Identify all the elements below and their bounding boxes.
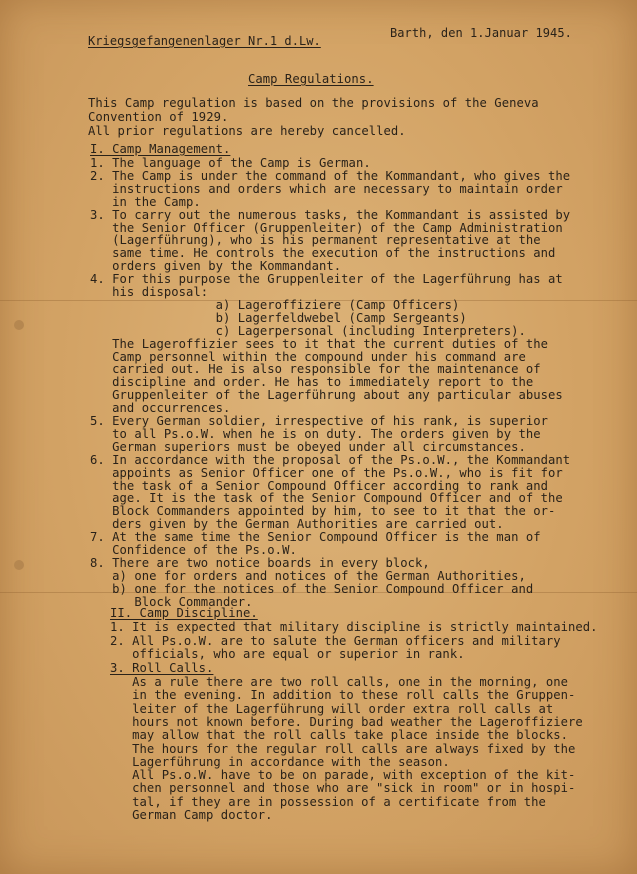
section-text-line: The Lageroffizier sees to it that the current duties of the: [90, 336, 549, 351]
section-text-line: ders given by the German Authorities are carried out.: [90, 517, 504, 532]
section-text-line: 3. To carry out the numerous tasks, the Kommandant is assisted by: [90, 207, 571, 222]
roll-calls-line: The hours for the regular roll calls are always fixed by the: [110, 741, 576, 756]
section-text-line: 2. The Camp is under the command of the Kommandant, who gives the: [90, 168, 571, 183]
section-text-line: Gruppenleiter of the Lagerführung about any particular abuses: [90, 388, 563, 403]
section-text-line: Block Commanders appointed by him, to see to it that the or-: [90, 504, 556, 519]
section-text-line: Confidence of the Ps.o.W.: [90, 543, 297, 557]
section-text-line: officials, who are equal or superior in rank.: [110, 647, 465, 661]
document-title: Camp Regulations.: [248, 72, 374, 86]
intro-line: This Camp regulation is based on the provisions of the Geneva: [88, 96, 539, 110]
section-text-line: to all Ps.o.W. when he is on duty. The orders given by the: [90, 426, 541, 441]
section-text-line: discipline and order. He has to immediately report to the: [90, 375, 534, 390]
roll-calls-line: All Ps.o.W. have to be on parade, with exception of the kit-: [110, 768, 576, 783]
section-text-line: appoints as Senior Officer one of the Ps.o.W., who is fit for: [90, 465, 563, 480]
camp-header: Kriegsgefangenenlager Nr.1 d.Lw.: [88, 34, 321, 48]
roll-calls-line: Lagerführung in accordance with the season.: [110, 754, 450, 769]
section-text-line: carried out. He is also responsible for the maintenance of: [90, 362, 541, 377]
roll-calls-line: As a rule there are two roll calls, one in the morning, one: [110, 675, 569, 689]
date-line: Barth, den 1.Januar 1945.: [390, 26, 572, 40]
section-text-line: same time. He controls the execution of the instructions and: [90, 246, 556, 261]
roll-calls-line: leiter of the Lagerführung will order extra roll calls at: [110, 701, 554, 716]
section-text-line: orders given by the Kommandant.: [90, 259, 342, 274]
roll-calls-line: hours not known before. During bad weather the Lageroffiziere: [110, 714, 583, 729]
section-text-line: Block Commander.: [90, 594, 253, 609]
section-text-line: 1. The language of the Camp is German.: [90, 156, 371, 170]
section-text-line: Camp personnel within the compound under his command are: [90, 349, 526, 364]
section-text-line: b) Lagerfeldwebel (Camp Sergeants): [90, 310, 467, 325]
section-text-line: age. It is the task of the Senior Compound Officer and of the: [90, 491, 563, 506]
section-text-line: (Lagerführung), who is his permanent representative at the: [90, 233, 541, 248]
section-text-line: 2. All Ps.o.W. are to salute the German officers and military: [110, 633, 561, 648]
section-text-line: the Senior Officer (Gruppenleiter) of the Camp Administration: [90, 220, 563, 235]
punch-hole: [14, 560, 24, 570]
section-text-line: German superiors must be obeyed under all circumstances.: [90, 439, 526, 454]
roll-calls-line: chen personnel and those who are "sick in room" or in hospi-: [110, 781, 576, 796]
roll-calls-line: in the evening. In addition to these roll calls the Gruppen-: [110, 688, 576, 703]
section-text-line: 7. At the same time the Senior Compound Officer is the man of: [90, 530, 541, 545]
roll-calls-line: may allow that the roll calls take place inside the blocks.: [110, 728, 569, 743]
section-text-line: 1. It is expected that military discipline is strictly maintained.: [110, 620, 598, 634]
section-text-line: a) one for orders and notices of the German Authorities,: [90, 568, 526, 583]
intro-line: Convention of 1929.: [88, 110, 229, 125]
section-text-line: 6. In accordance with the proposal of the Ps.o.W., the Kommandant: [90, 452, 571, 467]
section-text-line: b) one for the notices of the Senior Compound Officer and: [90, 581, 534, 596]
section-text-line: instructions and orders which are necessary to maintain order: [90, 181, 563, 196]
section-text-line: 8. There are two notice boards in every block,: [90, 555, 430, 570]
section-text-line: 5. Every German soldier, irrespective of his rank, is superior: [90, 414, 549, 428]
section-text-line: a) Lageroffiziere (Camp Officers): [90, 297, 460, 312]
roll-calls-line: German Camp doctor.: [110, 808, 273, 822]
section-text-line: in the Camp.: [90, 194, 201, 209]
section-text-line: his disposal:: [90, 285, 209, 299]
section-text-line: the task of a Senior Compound Officer according to rank and: [90, 478, 549, 493]
section-heading-camp-management: I. Camp Management.: [90, 142, 231, 156]
roll-calls-heading: 3. Roll Calls.: [110, 661, 214, 675]
section-heading-camp-discipline: II. Camp Discipline.: [110, 606, 258, 620]
section-text-line: c) Lagerpersonal (including Interpreters).: [90, 323, 526, 338]
intro-line: All prior regulations are hereby cancelled.: [88, 124, 406, 139]
punch-hole: [14, 320, 24, 330]
section-text-line: 4. For this purpose the Gruppenleiter of the Lagerführung has at: [90, 272, 563, 287]
section-text-line: and occurrences.: [90, 401, 231, 416]
roll-calls-line: tal, if they are in possession of a certificate from the: [110, 794, 546, 809]
